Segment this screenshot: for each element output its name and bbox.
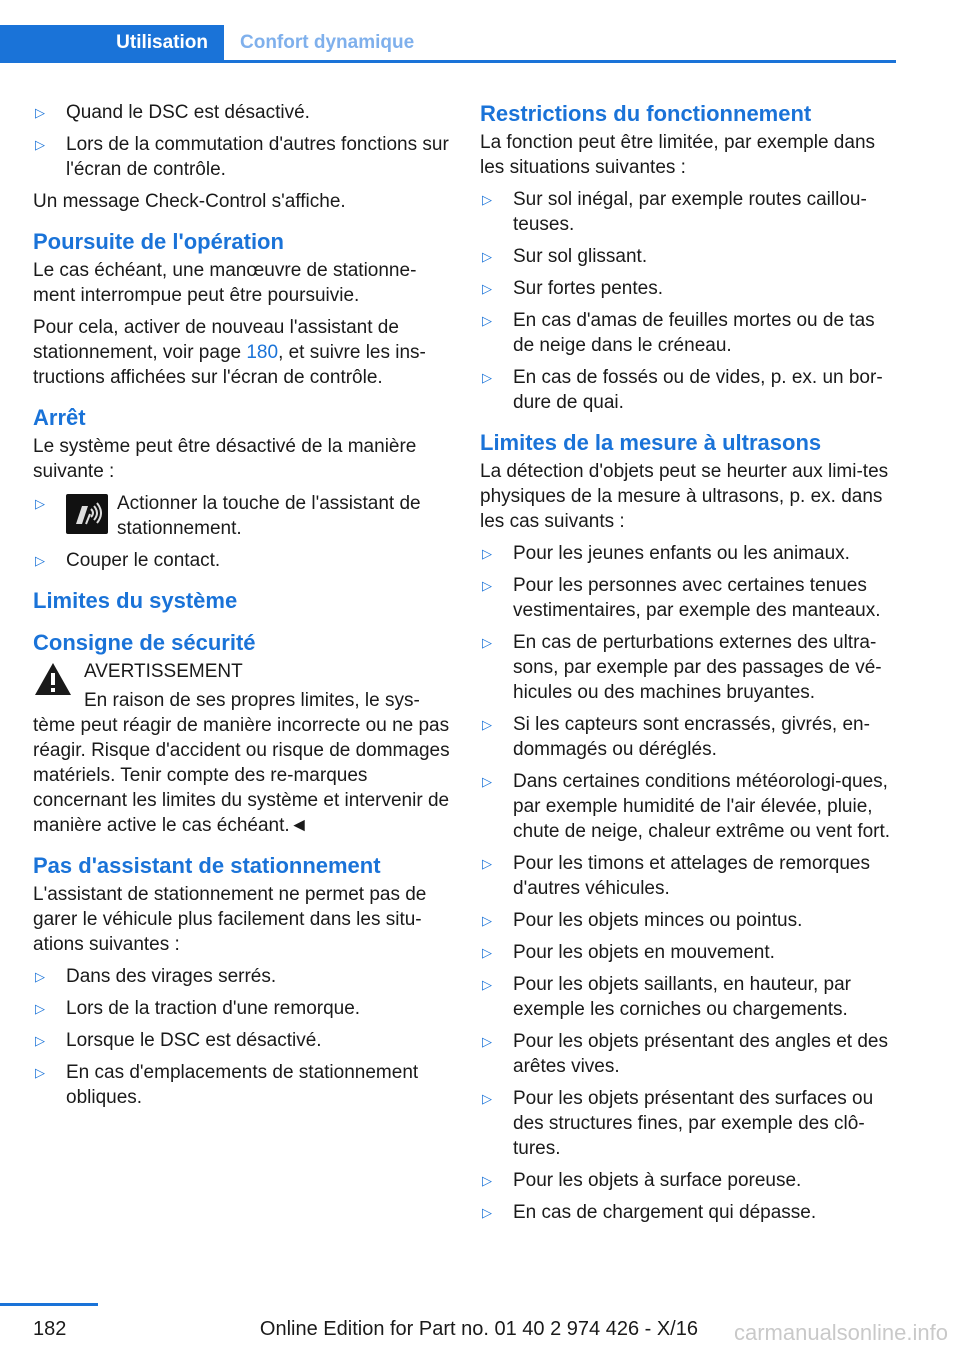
triangle-bullet-icon: ▷ (482, 192, 492, 207)
list-item: ▷ Lors de la commutation d'autres fonctions sur l'écran de contrôle. (35, 134, 449, 180)
check-control-text: Un message Check-Control s'affiche. (33, 191, 346, 212)
triangle-bullet-icon: ▷ (482, 856, 492, 871)
list-item: ▷ En cas de chargement qui dépasse. (482, 1202, 817, 1223)
triangle-bullet-icon: ▷ (35, 496, 45, 511)
list-item: ▷ Pour les timons et attelages de remorques d'autres véhicules. (482, 853, 870, 899)
list-item: ▷ En cas de perturbations externes des ultra-sons, par exemple par des passages de vé-hicules ou des machines bruyantes. (482, 632, 882, 703)
section-heading-safety: Consigne de sécurité (33, 630, 256, 655)
restrictions-paragraph: La fonction peut être limitée, par exemple dans les situations suivantes : (480, 132, 876, 178)
section-heading-stop: Arrêt (33, 405, 86, 430)
triangle-bullet-icon: ▷ (482, 977, 492, 992)
watermark-text: carmanualsonline.info (733, 1320, 948, 1345)
list-item: ▷ Sur sol inégal, par exemple routes caillou-teuses. (482, 189, 867, 235)
no-assist-paragraph: L'assistant de stationnement ne permet pas de garer le véhicule plus facilement dans les situ-ations suivantes : (33, 884, 427, 955)
tab-utilisation[interactable]: Utilisation (0, 25, 224, 61)
list-item: ▷ Pour les objets à surface poreuse. (482, 1170, 802, 1191)
no-assist-list (33, 964, 453, 1110)
list-item: ▷ Pour les personnes avec certaines tenues vestimentaires, par exemple des manteaux. (482, 575, 881, 621)
restrictions-list (480, 187, 898, 415)
page-header (0, 25, 896, 63)
triangle-bullet-icon: ▷ (35, 137, 45, 152)
triangle-bullet-icon: ▷ (482, 1205, 492, 1220)
list-item: ▷ Pour les objets saillants, en hauteur, par exemple les corniches ou chargements. (482, 974, 851, 1020)
list-item: ▷ En cas d'amas de feuilles mortes ou de tas de neige dans le créneau. (482, 310, 875, 356)
top-list (33, 100, 453, 182)
list-item: ▷ Sur sol glissant. (482, 246, 648, 267)
warning-text-line1: En raison de ses propres limites, le sys- (84, 690, 420, 711)
footer-rule (0, 1303, 98, 1306)
triangle-bullet-icon: ▷ (35, 1065, 45, 1080)
warning-text: tème peut réagir de manière incorrecte ou ne pas réagir. Risque d'accident ou risque de dommages matériels. Tenir compte des re-marques concernant les limites du système et intervenir de manière active le cas échéant.◄ (33, 715, 450, 836)
parking-assistant-button-icon (66, 494, 108, 534)
triangle-bullet-icon: ▷ (482, 913, 492, 928)
triangle-bullet-icon: ▷ (482, 578, 492, 593)
list-item: ▷ Sur fortes pentes. (482, 278, 663, 299)
ultrasound-list (480, 541, 898, 1225)
triangle-bullet-icon: ▷ (482, 546, 492, 561)
edition-text: Online Edition for Part no. 01 40 2 974 426 - X/16 (259, 1318, 698, 1340)
triangle-bullet-icon: ▷ (482, 717, 492, 732)
list-item: ▷ Si les capteurs sont encrassés, givrés, en-dommagés ou déréglés. (482, 714, 870, 760)
resume-paragraph-1: Le cas échéant, une manœuvre de stationne-ment interrompue peut être poursuivie. (33, 260, 417, 306)
list-item: ▷ Quand le DSC est désactivé. (35, 102, 310, 123)
list-item: ▷ Pour les objets en mouvement. (482, 942, 775, 963)
triangle-bullet-icon: ▷ (35, 1033, 45, 1048)
triangle-bullet-icon: ▷ (482, 370, 492, 385)
section-heading-limits: Limites du système (33, 588, 238, 613)
section-heading-restrictions: Restrictions du fonctionnement (480, 101, 812, 126)
triangle-bullet-icon: ▷ (482, 774, 492, 789)
list-item: ▷ Pour les objets présentant des surfaces ou des structures fines, par exemple des clô-tures. (482, 1088, 874, 1159)
list-item: ▷ Dans des virages serrés. (35, 966, 277, 987)
list-item: ▷ Dans certaines conditions météorologi-ques, par exemple humidité de l'air élevée, pluie, chute de neige, chaleur extrême ou vent fort. (482, 771, 891, 842)
triangle-bullet-icon: ▷ (482, 635, 492, 650)
triangle-bullet-icon: ▷ (35, 1001, 45, 1016)
warning-block (33, 659, 453, 838)
left-column (33, 100, 453, 1117)
ultrasound-paragraph: La détection d'objets peut se heurter aux limi-tes physiques de la mesure à ultrasons, p. ex. dans les cas suivants : (480, 461, 889, 532)
triangle-bullet-icon: ▷ (482, 1173, 492, 1188)
warning-title: AVERTISSEMENT (84, 661, 243, 682)
triangle-bullet-icon: ▷ (35, 553, 45, 568)
list-item: ▷ Pour les objets présentant des angles et des arêtes vives. (482, 1031, 888, 1077)
stop-list (33, 491, 453, 573)
section-heading-no-assist: Pas d'assistant de stationnement (33, 853, 381, 878)
list-item: ▷ Actionner la touche de l'assistant de stationnement. (35, 493, 421, 539)
warning-triangle-icon (33, 661, 73, 697)
section-heading-resume: Poursuite de l'opération (33, 229, 284, 254)
tab-confort-dynamique[interactable]: Confort dynamique (240, 32, 415, 53)
resume-paragraph-2: Pour cela, activer de nouveau l'assistant de stationnement, voir page 180, et suivre les ins-tructions affichées sur l'écran de contrôle. (33, 317, 426, 388)
section-heading-ultrasound: Limites de la mesure à ultrasons (480, 430, 822, 455)
list-item: ▷ En cas d'emplacements de stationnement obliques. (35, 1062, 419, 1108)
list-item: ▷ Pour les objets minces ou pointus. (482, 910, 803, 931)
right-column (480, 100, 898, 1232)
page-link-180[interactable]: 180 (246, 342, 279, 363)
triangle-bullet-icon: ▷ (482, 1034, 492, 1049)
triangle-bullet-icon: ▷ (482, 1091, 492, 1106)
list-item: ▷ Pour les jeunes enfants ou les animaux. (482, 543, 850, 564)
list-item: ▷ Lors de la traction d'une remorque. (35, 998, 361, 1019)
list-item: ▷ En cas de fossés ou de vides, p. ex. un bor-dure de quai. (482, 367, 883, 413)
header-rule (0, 60, 896, 63)
triangle-bullet-icon: ▷ (482, 945, 492, 960)
page-number: 182 (33, 1318, 67, 1340)
triangle-bullet-icon: ▷ (482, 281, 492, 296)
triangle-bullet-icon: ▷ (482, 313, 492, 328)
triangle-bullet-icon: ▷ (35, 969, 45, 984)
list-item: ▷ Couper le contact. (35, 550, 221, 571)
triangle-bullet-icon: ▷ (35, 105, 45, 120)
stop-paragraph: Le système peut être désactivé de la manière suivante : (33, 436, 417, 482)
list-item: ▷ Lorsque le DSC est désactivé. (35, 1030, 322, 1051)
triangle-bullet-icon: ▷ (482, 249, 492, 264)
